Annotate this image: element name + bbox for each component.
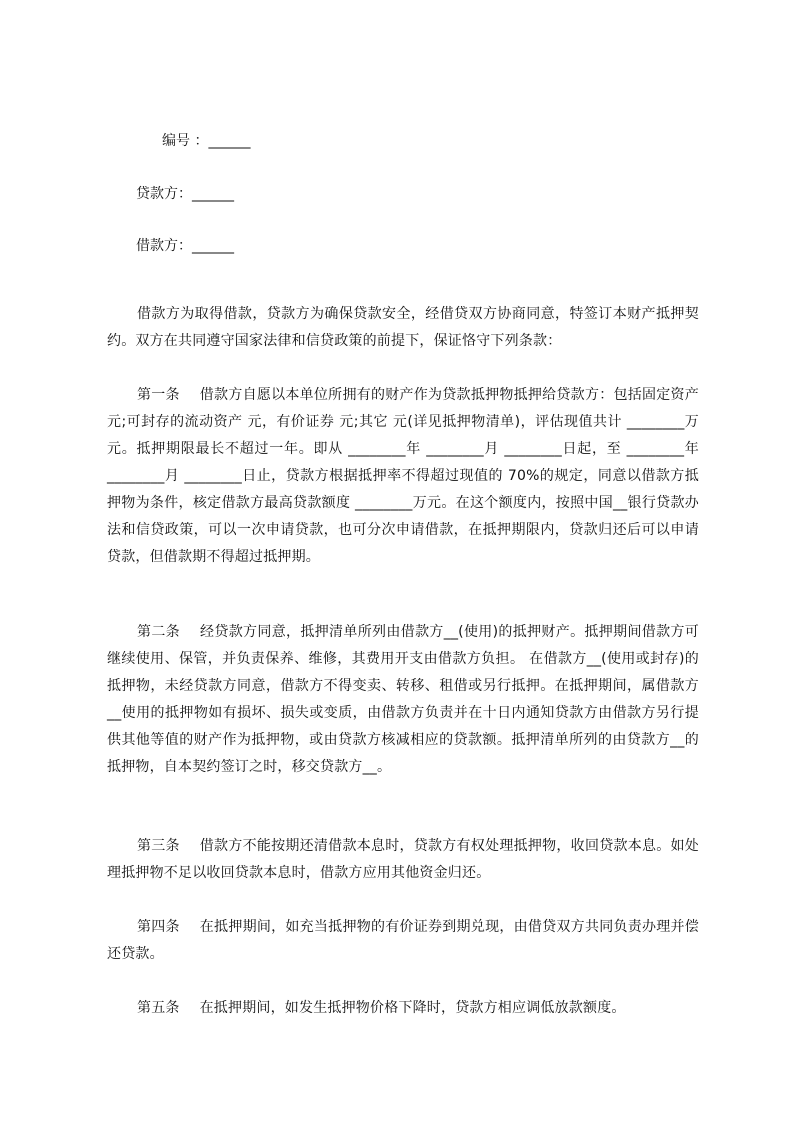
article-3 bbox=[107, 833, 699, 887]
article-1 bbox=[107, 382, 699, 571]
article-2 bbox=[107, 619, 699, 781]
preamble-paragraph: 借款方为取得借款，贷款方为确保贷款安全，经借贷双方协商同意，特签订本财产抵押契约。双方在共同遵守国家法律和信贷政策的前提下，保证恪守下列条款： bbox=[107, 306, 699, 349]
article-5 bbox=[107, 995, 699, 1022]
lender-line: 贷款方：______ bbox=[136, 186, 234, 202]
article-4-text: 在抵押期间，如充当抵押物的有价证券到期兑现，由借贷双方共同负责办理并偿还贷款。 bbox=[107, 919, 699, 962]
article-2-text: 经贷款方同意，抵押清单所列由借款方__(使用)的抵押财产。抵押期间借款方可继续使用、保管，并负责保养、维修，其费用开支由借款方负担。 在借款方__(使用或封存)的抵押物，未经贷款方同意，借款方不得变卖、转移、租借或另行抵押。在抵押期间，属借款方__使用的抵押物如有损坏、损失或变质，由借款方负责并在十日内通知贷款方由借款方另行提供其他等值的财产作为抵押物，或由贷款方核减相应的贷款额。抵押清单所列的由贷款方__的抵押物，自本契约签订之时，移交贷款方__。 bbox=[107, 624, 699, 775]
article-5-text: 在抵押期间，如发生抵押物价格下降时，贷款方相应调低放款额度。 bbox=[199, 1000, 626, 1016]
borrower-line: 借款方：______ bbox=[136, 238, 234, 254]
article-1-title: 第一条 bbox=[137, 387, 180, 403]
article-4 bbox=[107, 914, 699, 968]
article-3-title: 第三条 bbox=[137, 838, 180, 854]
article-5-title: 第五条 bbox=[137, 1000, 180, 1016]
article-3-text: 借款方不能按期还清借款本息时，贷款方有权处理抵押物，收回贷款本息。如处理抵押物不足以收回贷款本息时，借款方应用其他资金归还。 bbox=[107, 838, 699, 881]
article-2-title: 第二条 bbox=[137, 624, 181, 640]
contract-number-line: 编号 ：______ bbox=[162, 133, 251, 149]
article-1-text: 借款方自愿以本单位所拥有的财产作为贷款抵押物抵押给贷款方：包括固定资产 元;可封存的流动资产 元，有价证券 元;其它 元(详见抵押物清单)，评估现值共计 ________万元。抵押期限最长不超过一年。即从 ________年 ________月 ________日起，至 ________年 ________月 ________日止，贷款方根据抵押率不得超过现值的 70%的规定，同意以借款方抵押物为条件，核定借款方最高贷款额度 ________万元。在这个额度内，按照中国__银行贷款办法和信贷政策，可以一次申请贷款，也可分次申请借款，在抵押期限内，贷款归还后可以申请贷款，但借款期不得超过抵押期。 bbox=[107, 387, 699, 565]
article-4-title: 第四条 bbox=[137, 919, 180, 935]
